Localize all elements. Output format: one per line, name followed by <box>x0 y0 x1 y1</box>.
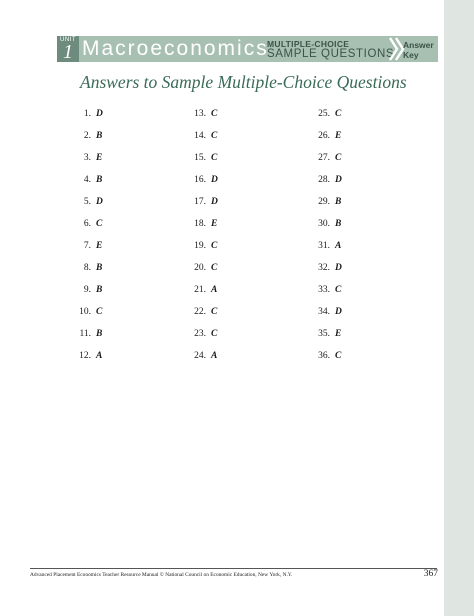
answer-letter: B <box>96 329 103 339</box>
question-number: 4. <box>83 175 91 185</box>
answer-item <box>183 126 218 148</box>
question-number: 20. <box>194 263 206 273</box>
question-number: 15. <box>194 153 206 163</box>
footer-divider <box>30 568 437 569</box>
answer-item <box>307 214 342 236</box>
question-number: 26. <box>318 131 330 141</box>
answer-letter: E <box>335 329 342 339</box>
question-number: 18. <box>194 219 206 229</box>
answer-letter: A <box>211 351 218 361</box>
section-label-top: MULTIPLE-CHOICE <box>267 39 350 49</box>
answer-item <box>307 148 342 170</box>
question-number: 19. <box>194 241 206 251</box>
answer-letter: C <box>211 263 218 273</box>
question-number: 24. <box>194 351 206 361</box>
answer-item <box>68 148 103 170</box>
answer-item <box>68 236 103 258</box>
answer-letter: C <box>211 241 218 251</box>
answer-letter: D <box>335 263 342 273</box>
answer-column <box>183 104 218 368</box>
question-number: 31. <box>318 241 330 251</box>
answer-item <box>68 192 103 214</box>
question-number: 34. <box>318 307 330 317</box>
answer-letter: E <box>211 219 218 229</box>
page-number: 367 <box>423 569 438 579</box>
question-number: 32. <box>318 263 330 273</box>
answer-item <box>307 192 342 214</box>
answer-item <box>68 170 103 192</box>
answer-letter: A <box>96 351 103 361</box>
answer-item <box>68 302 103 324</box>
answer-item <box>183 324 218 346</box>
question-number: 13. <box>194 109 206 119</box>
answer-item <box>183 280 218 302</box>
answer-letter: C <box>96 307 103 317</box>
answer-column <box>68 104 103 368</box>
answer-item <box>307 170 342 192</box>
answer-letter: C <box>96 219 103 229</box>
question-number: 28. <box>318 175 330 185</box>
answer-key-label <box>403 40 434 60</box>
answer-letter: D <box>211 175 218 185</box>
question-number: 7. <box>83 241 91 251</box>
question-number: 9. <box>83 285 91 295</box>
answer-letter: E <box>96 241 103 251</box>
answer-letter: C <box>211 153 218 163</box>
answer-letter: B <box>96 175 103 185</box>
answer-item <box>68 324 103 346</box>
answer-column <box>307 104 342 368</box>
answer-letter: D <box>96 109 103 119</box>
answer-item <box>68 346 103 368</box>
answer-item <box>183 170 218 192</box>
question-number: 2. <box>83 131 91 141</box>
answer-letter: A <box>335 241 342 251</box>
answer-item <box>183 214 218 236</box>
answer-letter: D <box>96 197 103 207</box>
answer-item <box>307 302 342 324</box>
answer-letter: C <box>335 109 342 119</box>
answer-letter: B <box>335 219 342 229</box>
question-number: 35. <box>318 329 330 339</box>
question-number: 12. <box>79 351 91 361</box>
page-title: Macroeconomics <box>82 37 269 60</box>
answer-item <box>183 302 218 324</box>
question-number: 14. <box>194 131 206 141</box>
footer-credit: Advanced Placement Economics Teacher Resource Manual © National Council on Economic Education, New York, N.Y. <box>30 572 293 578</box>
answer-letter: C <box>211 109 218 119</box>
answer-letter: D <box>211 197 218 207</box>
question-number: 36. <box>318 351 330 361</box>
answer-letter: C <box>211 307 218 317</box>
question-number: 3. <box>83 153 91 163</box>
answer-item <box>183 104 218 126</box>
question-number: 30. <box>318 219 330 229</box>
unit-number: 1 <box>63 41 73 63</box>
answer-letter: B <box>335 197 342 207</box>
answer-letter: C <box>335 351 342 361</box>
answer-letter: C <box>211 131 218 141</box>
unit-badge <box>57 36 79 62</box>
question-number: 33. <box>318 285 330 295</box>
answer-item <box>307 126 342 148</box>
answer-item <box>183 258 218 280</box>
answer-letter: B <box>96 263 103 273</box>
answer-key-line2: Key <box>403 50 419 60</box>
question-number: 1. <box>83 109 91 119</box>
question-number: 25. <box>318 109 330 119</box>
answer-item <box>68 104 103 126</box>
answer-item <box>68 258 103 280</box>
question-number: 27. <box>318 153 330 163</box>
answer-letter: E <box>335 131 342 141</box>
section-heading: Answers to Sample Multiple-Choice Questions <box>80 72 407 92</box>
answer-item <box>307 346 342 368</box>
question-number: 23. <box>194 329 206 339</box>
answer-letter: E <box>96 153 103 163</box>
answer-item <box>68 214 103 236</box>
answer-item <box>68 126 103 148</box>
question-number: 29. <box>318 197 330 207</box>
answer-letter: B <box>96 131 103 141</box>
question-number: 6. <box>83 219 91 229</box>
question-number: 16. <box>194 175 206 185</box>
answer-letter: A <box>211 285 218 295</box>
question-number: 21. <box>194 285 206 295</box>
answer-item <box>307 324 342 346</box>
question-number: 8. <box>83 263 91 273</box>
answer-letter: D <box>335 175 342 185</box>
answer-letter: B <box>96 285 103 295</box>
section-label-bottom: SAMPLE QUESTIONS <box>267 48 395 60</box>
answer-item <box>68 280 103 302</box>
question-number: 17. <box>194 197 206 207</box>
question-number: 5. <box>83 197 91 207</box>
answer-item <box>183 346 218 368</box>
answer-item <box>307 104 342 126</box>
answer-item <box>307 280 342 302</box>
answer-item <box>183 236 218 258</box>
answer-letter: D <box>335 307 342 317</box>
question-number: 22. <box>194 307 206 317</box>
answer-key-line1: Answer <box>403 40 434 50</box>
unit-label: UNIT <box>60 37 76 43</box>
question-number: 11. <box>79 329 91 339</box>
answer-letter: C <box>335 153 342 163</box>
answer-item <box>307 258 342 280</box>
answer-item <box>307 236 342 258</box>
side-band <box>444 0 474 616</box>
answer-item <box>183 192 218 214</box>
answer-letter: C <box>335 285 342 295</box>
answer-letter: C <box>211 329 218 339</box>
answer-item <box>183 148 218 170</box>
question-number: 10. <box>79 307 91 317</box>
